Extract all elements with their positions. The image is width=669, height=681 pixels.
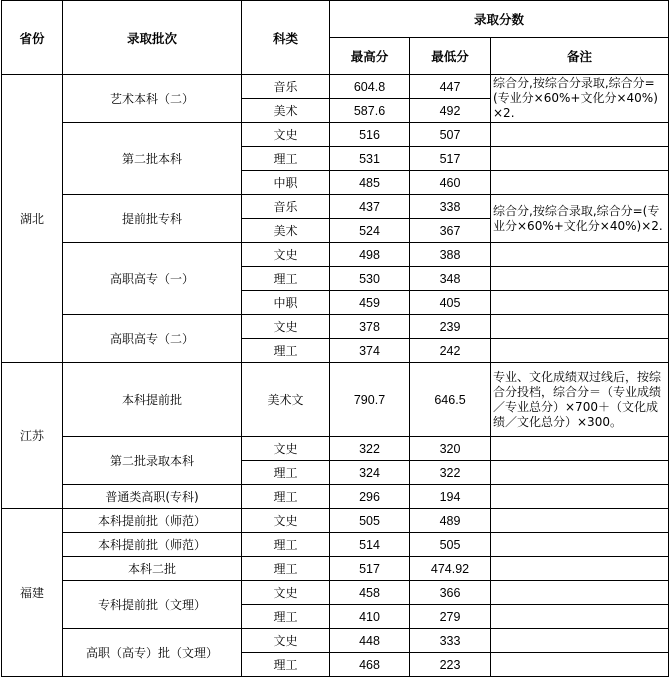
max-score-cell: 468 <box>330 653 410 677</box>
batch-cell: 本科提前批（师范） <box>63 509 242 533</box>
max-score-cell: 374 <box>330 339 410 363</box>
max-score-cell: 587.6 <box>330 99 410 123</box>
min-score-cell: 239 <box>410 315 491 339</box>
note-cell: 综合分,按综合录取,综合分=(专业分×60%+文化分×40%)×2. <box>491 195 669 243</box>
batch-cell: 高职高专（一） <box>63 243 242 315</box>
note-cell <box>491 653 669 677</box>
header-min: 最低分 <box>410 38 491 75</box>
max-score-cell: 790.7 <box>330 363 410 437</box>
note-cell <box>491 171 669 195</box>
note-cell <box>491 291 669 315</box>
batch-cell: 本科二批 <box>63 557 242 581</box>
header-max: 最高分 <box>330 38 410 75</box>
batch-cell: 专科提前批（文理） <box>63 581 242 629</box>
max-score-cell: 516 <box>330 123 410 147</box>
subject-cell: 中职 <box>242 171 330 195</box>
min-score-cell: 447 <box>410 75 491 99</box>
note-cell <box>491 605 669 629</box>
min-score-cell: 460 <box>410 171 491 195</box>
max-score-cell: 517 <box>330 557 410 581</box>
min-score-cell: 348 <box>410 267 491 291</box>
header-subject: 科类 <box>242 1 330 75</box>
max-score-cell: 531 <box>330 147 410 171</box>
max-score-cell: 459 <box>330 291 410 315</box>
subject-cell: 中职 <box>242 291 330 315</box>
note-cell <box>491 123 669 147</box>
note-cell: 综合分,按综合分录取,综合分=(专业分×60%+文化分×40%)×2. <box>491 75 669 123</box>
max-score-cell: 322 <box>330 437 410 461</box>
min-score-cell: 194 <box>410 485 491 509</box>
max-score-cell: 437 <box>330 195 410 219</box>
subject-cell: 理工 <box>242 267 330 291</box>
note-cell <box>491 509 669 533</box>
province-cell: 福建 <box>2 509 63 677</box>
table-row <box>2 533 669 557</box>
subject-cell: 美术 <box>242 99 330 123</box>
subject-cell: 文史 <box>242 509 330 533</box>
max-score-cell: 324 <box>330 461 410 485</box>
subject-cell: 美术文 <box>242 363 330 437</box>
subject-cell: 音乐 <box>242 75 330 99</box>
header-scores: 录取分数 <box>330 1 669 38</box>
table-row <box>2 437 669 461</box>
table-row <box>2 557 669 581</box>
note-cell <box>491 485 669 509</box>
header-province: 省份 <box>2 1 63 75</box>
subject-cell: 理工 <box>242 653 330 677</box>
note-cell <box>491 243 669 267</box>
subject-cell: 文史 <box>242 315 330 339</box>
min-score-cell: 223 <box>410 653 491 677</box>
note-cell: 专业、文化成绩双过线后，按综合分投档，综合分＝（专业成绩／专业总分）×700＋（文化成绩／文化总分）×300。 <box>491 363 669 437</box>
batch-cell: 本科提前批 <box>63 363 242 437</box>
subject-cell: 理工 <box>242 147 330 171</box>
max-score-cell: 378 <box>330 315 410 339</box>
note-cell <box>491 557 669 581</box>
batch-cell: 第二批本科 <box>63 123 242 195</box>
subject-cell: 理工 <box>242 461 330 485</box>
max-score-cell: 530 <box>330 267 410 291</box>
min-score-cell: 388 <box>410 243 491 267</box>
min-score-cell: 338 <box>410 195 491 219</box>
table-row <box>2 363 669 437</box>
note-cell <box>491 461 669 485</box>
note-cell <box>491 315 669 339</box>
subject-cell: 文史 <box>242 437 330 461</box>
max-score-cell: 505 <box>330 509 410 533</box>
table-row <box>2 509 669 533</box>
table-row <box>2 629 669 653</box>
min-score-cell: 333 <box>410 629 491 653</box>
note-cell <box>491 437 669 461</box>
min-score-cell: 322 <box>410 461 491 485</box>
table-row <box>2 123 669 147</box>
batch-cell: 本科提前批（师范） <box>63 533 242 557</box>
table-row <box>2 581 669 605</box>
min-score-cell: 320 <box>410 437 491 461</box>
max-score-cell: 448 <box>330 629 410 653</box>
note-cell <box>491 581 669 605</box>
subject-cell: 音乐 <box>242 195 330 219</box>
subject-cell: 文史 <box>242 243 330 267</box>
min-score-cell: 279 <box>410 605 491 629</box>
batch-cell: 高职（高专）批（文理） <box>63 629 242 677</box>
table-row <box>2 485 669 509</box>
note-cell <box>491 267 669 291</box>
subject-cell: 理工 <box>242 533 330 557</box>
max-score-cell: 498 <box>330 243 410 267</box>
header-row <box>2 1 669 38</box>
min-score-cell: 646.5 <box>410 363 491 437</box>
min-score-cell: 242 <box>410 339 491 363</box>
max-score-cell: 458 <box>330 581 410 605</box>
subject-cell: 理工 <box>242 339 330 363</box>
min-score-cell: 505 <box>410 533 491 557</box>
province-cell: 湖北 <box>2 75 63 363</box>
max-score-cell: 296 <box>330 485 410 509</box>
batch-cell: 第二批录取本科 <box>63 437 242 485</box>
subject-cell: 理工 <box>242 485 330 509</box>
min-score-cell: 507 <box>410 123 491 147</box>
note-cell <box>491 339 669 363</box>
batch-cell: 普通类高职(专科) <box>63 485 242 509</box>
header-note: 备注 <box>491 38 669 75</box>
min-score-cell: 474.92 <box>410 557 491 581</box>
batch-cell: 艺术本科（二） <box>63 75 242 123</box>
province-cell: 江苏 <box>2 363 63 509</box>
note-cell <box>491 629 669 653</box>
batch-cell: 提前批专科 <box>63 195 242 243</box>
min-score-cell: 405 <box>410 291 491 315</box>
max-score-cell: 524 <box>330 219 410 243</box>
max-score-cell: 410 <box>330 605 410 629</box>
min-score-cell: 492 <box>410 99 491 123</box>
subject-cell: 文史 <box>242 629 330 653</box>
max-score-cell: 514 <box>330 533 410 557</box>
min-score-cell: 489 <box>410 509 491 533</box>
subject-cell: 文史 <box>242 123 330 147</box>
batch-cell: 高职高专（二） <box>63 315 242 363</box>
min-score-cell: 367 <box>410 219 491 243</box>
header-batch: 录取批次 <box>63 1 242 75</box>
subject-cell: 理工 <box>242 605 330 629</box>
table-row <box>2 75 669 99</box>
subject-cell: 美术 <box>242 219 330 243</box>
table-row <box>2 315 669 339</box>
table-row <box>2 195 669 219</box>
min-score-cell: 366 <box>410 581 491 605</box>
min-score-cell: 517 <box>410 147 491 171</box>
subject-cell: 理工 <box>242 557 330 581</box>
table-row <box>2 243 669 267</box>
note-cell <box>491 147 669 171</box>
note-cell <box>491 533 669 557</box>
max-score-cell: 485 <box>330 171 410 195</box>
admission-scores-table <box>1 0 669 677</box>
subject-cell: 文史 <box>242 581 330 605</box>
max-score-cell: 604.8 <box>330 75 410 99</box>
